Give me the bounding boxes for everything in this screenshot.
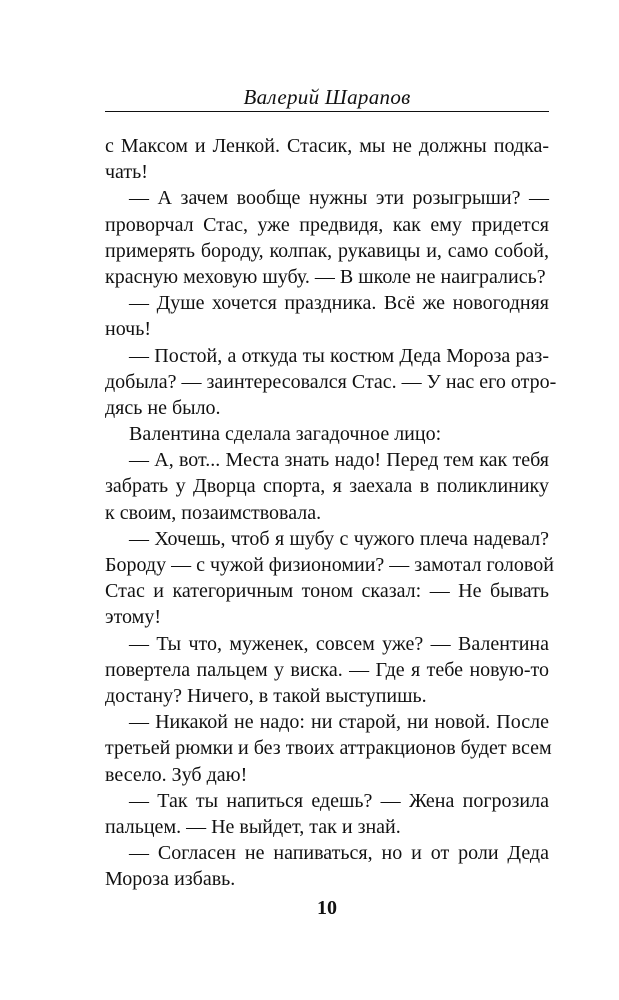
- paragraph: [105, 421, 549, 447]
- text-line: — Хочешь, чтоб я шубу с чужого плеча надевал?: [129, 527, 549, 550]
- text-line: красную меховую шубу. — В школе не наигрались?: [105, 265, 546, 288]
- text-line: — Ты что, муженек, совсем уже? — Валентина: [129, 632, 549, 655]
- text-line: весело. Зуб даю!: [105, 763, 248, 786]
- header-rule: [105, 111, 549, 112]
- text-line: Стас и категоричным тоном сказал: — Не бывать: [105, 580, 549, 603]
- text-line: ночь!: [105, 318, 152, 341]
- text-line: повертела пальцем у виска. — Где я тебе новую-то: [105, 658, 549, 681]
- text-line: достану? Ничего, в такой выступишь.: [105, 684, 427, 707]
- running-head: Валерий Шарапов: [243, 85, 411, 109]
- paragraph: [105, 709, 552, 788]
- text-line: примерять бороду, колпак, рукавицы и, само собой,: [105, 239, 549, 262]
- text-line: этому!: [105, 606, 161, 629]
- text-line: третьей рюмки и без твоих аттракционов будет всем: [105, 737, 552, 760]
- text-line: — Согласен не напиваться, но и от роли Деда: [129, 842, 549, 865]
- text-line: чать!: [105, 161, 148, 184]
- text-line: забрать у Дворца спорта, я заехала в поликлинику: [105, 475, 549, 498]
- paragraph: [105, 185, 549, 290]
- text-line: — А зачем вообще нужны эти розыгрыши? —: [129, 187, 549, 210]
- text-line: — Постой, а откуда ты костюм Деда Мороза раз-: [129, 344, 549, 367]
- text-line: — А, вот... Места знать надо! Перед тем как тебя: [129, 449, 549, 472]
- paragraph: [105, 788, 549, 840]
- text-line: с Максом и Ленкой. Стасик, мы не должны подка-: [105, 135, 549, 157]
- text-line: — Душе хочется праздника. Всё же новогодняя: [129, 292, 549, 315]
- text-line: добыла? — заинтересовался Стас. — У нас его отро-: [105, 370, 557, 393]
- paragraph: [105, 133, 549, 185]
- body-text: [105, 133, 557, 892]
- text-line: проворчал Стас, уже предвидя, как ему придется: [105, 213, 549, 236]
- text-line: к своим, позаимствовала.: [105, 501, 322, 524]
- text-line: Мороза избавь.: [105, 868, 236, 891]
- paragraph: [105, 447, 549, 526]
- text-line: пальцем. — Не выйдет, так и знай.: [105, 815, 401, 838]
- text-line: — Никакой не надо: ни старой, ни новой. После: [129, 711, 549, 734]
- text-line: — Так ты напиться едешь? — Жена погрозила: [129, 789, 549, 812]
- paragraph: [105, 631, 549, 710]
- paragraph: [105, 290, 549, 342]
- paragraph: [105, 343, 557, 422]
- paragraph: [105, 840, 549, 892]
- page-number: 10: [317, 897, 337, 919]
- text-line: дясь не было.: [105, 396, 221, 419]
- text-line: Бороду — с чужой физиономии? — замотал головой: [105, 554, 554, 576]
- text-line: Валентина сделала загадочное лицо:: [129, 423, 442, 446]
- paragraph: [105, 526, 554, 631]
